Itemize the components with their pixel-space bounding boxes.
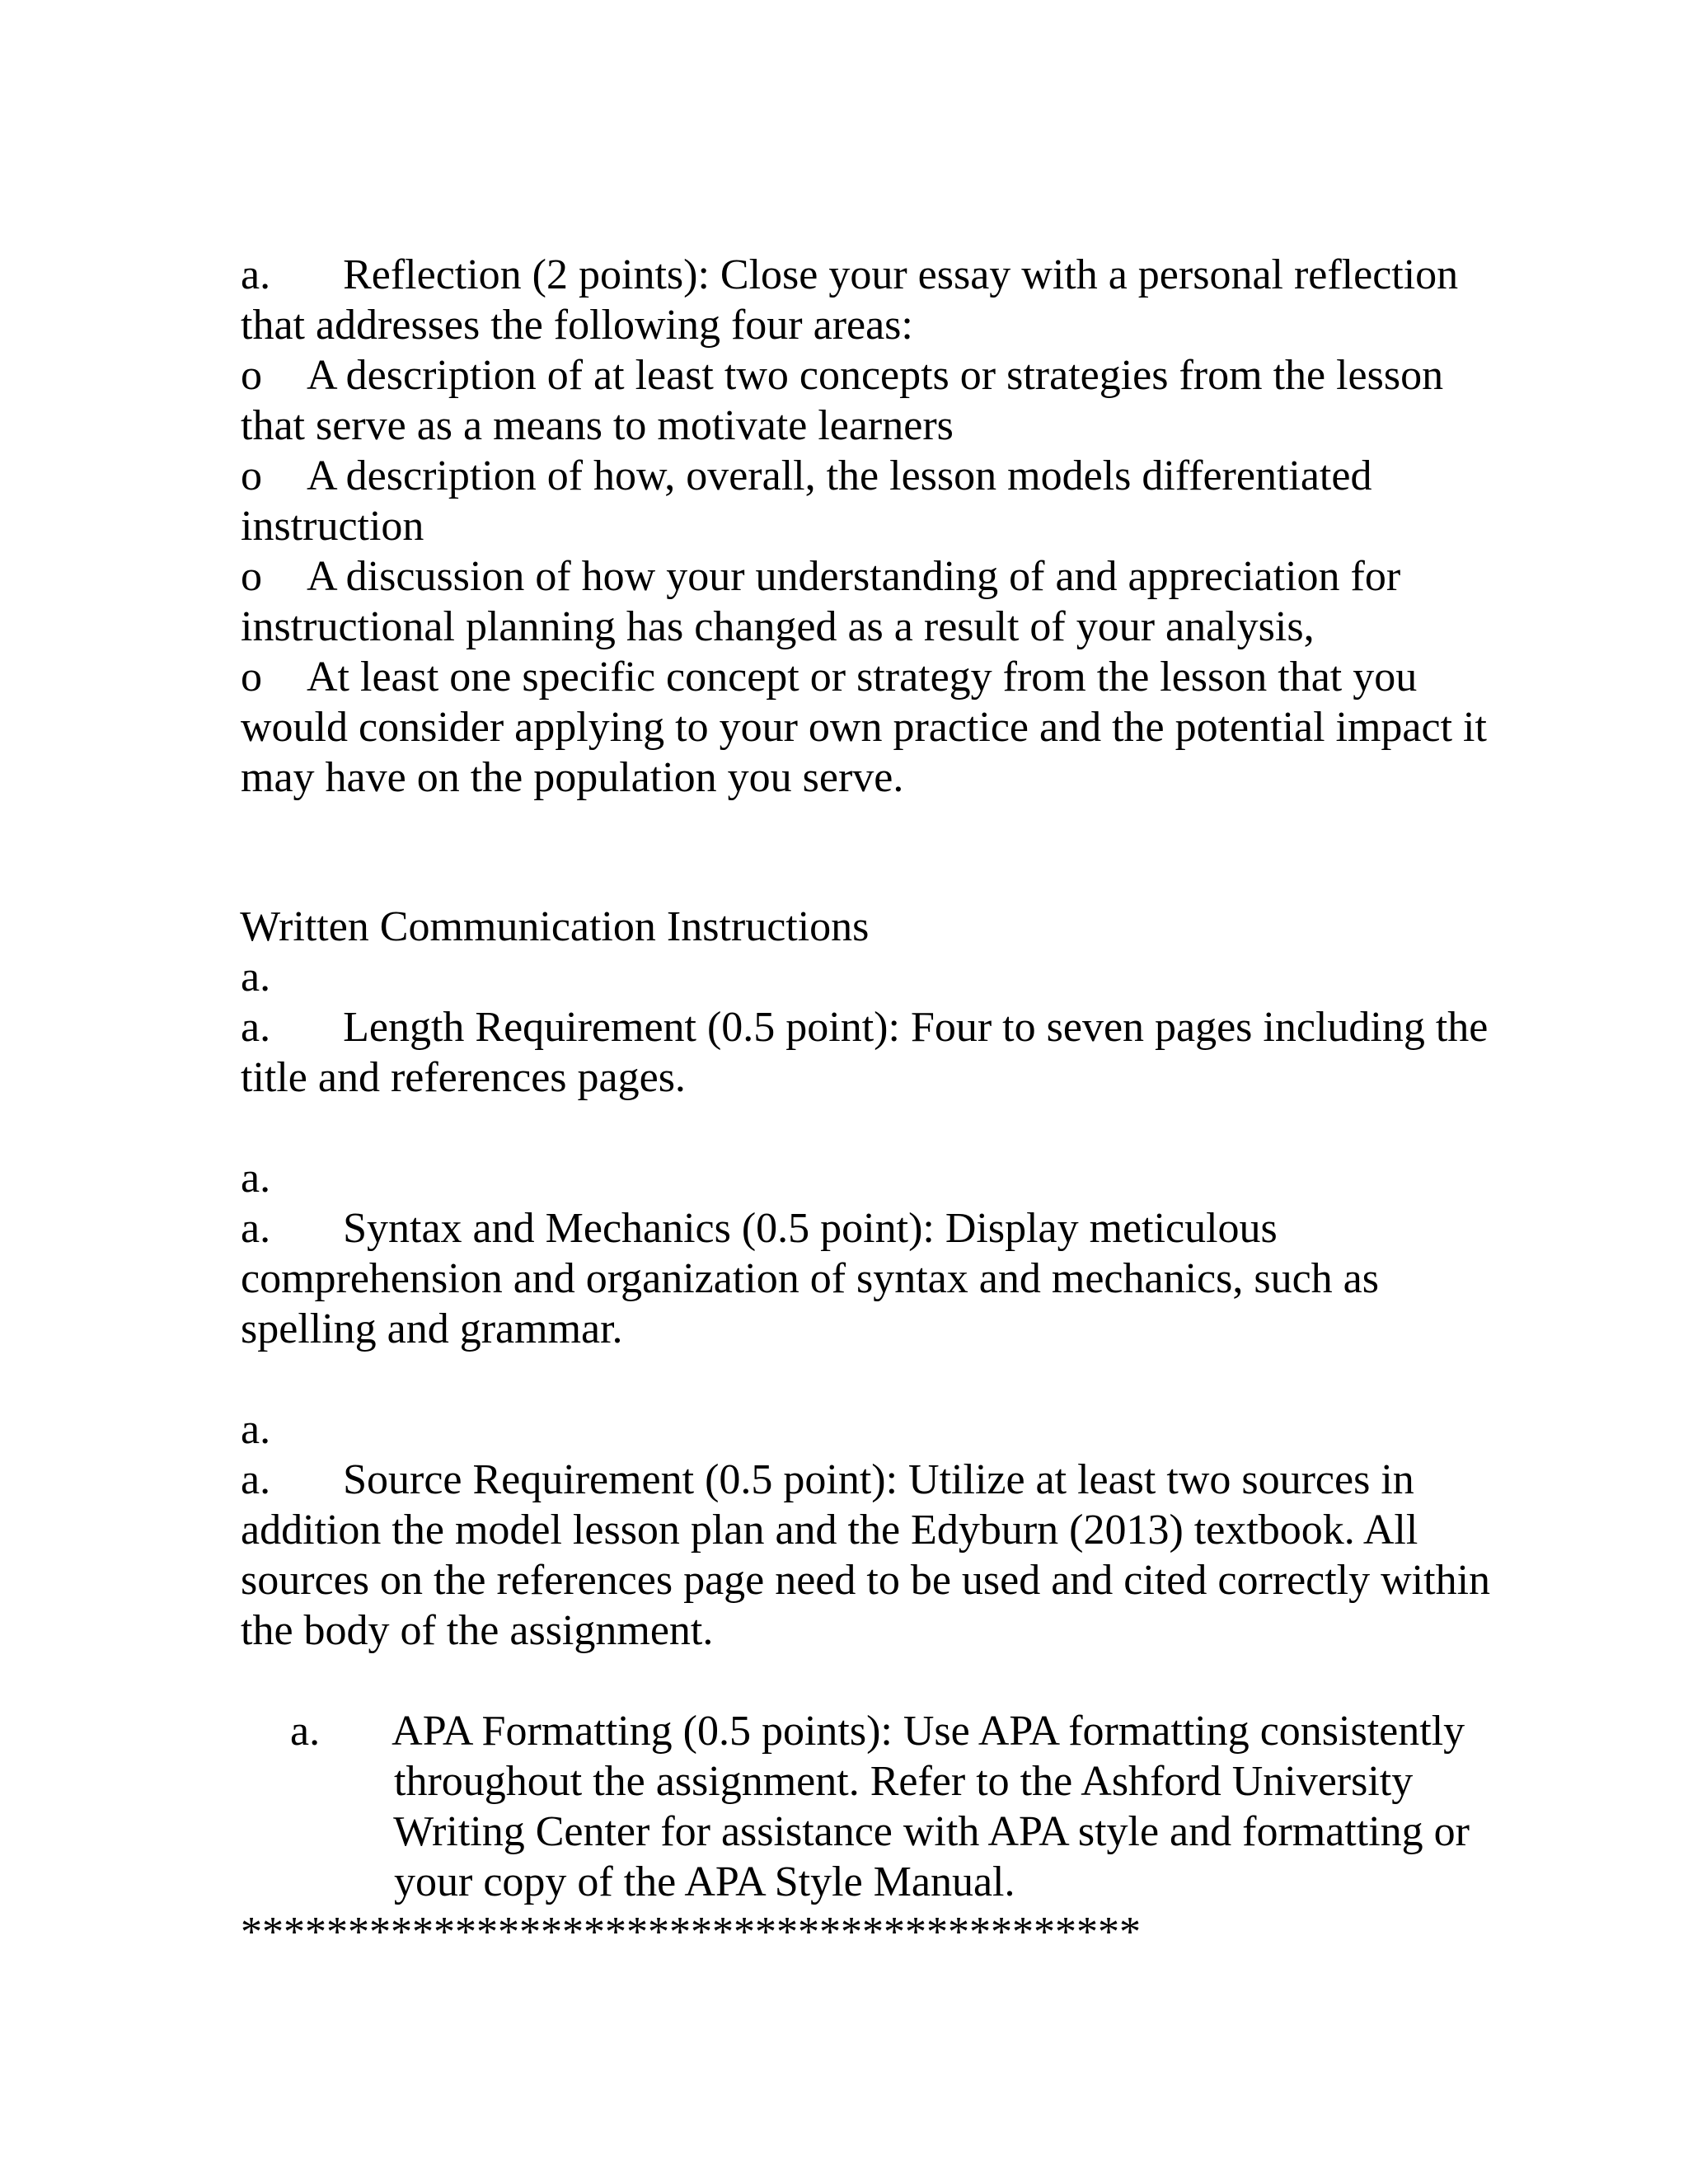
length-requirement-text: Length Requirement (0.5 point): Four to seven pages including the: [343, 1004, 1489, 1051]
reflection-item-text: would consider applying to your own practice and the potential impact it: [241, 704, 1487, 751]
list-marker: a.: [241, 954, 271, 1001]
reflection-lead: Reflection (2 points): Close your essay with a personal reflection: [343, 251, 1459, 298]
reflection-item-text: At least one specific concept or strategy from the lesson that you: [307, 654, 1418, 701]
syntax-mechanics-text: Syntax and Mechanics (0.5 point): Display meticulous: [343, 1205, 1278, 1252]
length-requirement-line-2: [198, 1002, 686, 1153]
apa-formatting-text: your copy of the APA Style Manual.: [394, 1858, 1015, 1905]
list-marker: a.: [241, 1004, 271, 1051]
section-heading: Written Communication Instructions: [240, 903, 870, 950]
reflection-item-4-line-3: [198, 702, 903, 853]
source-requirement-text: addition the model lesson plan and the Edyburn (2013) textbook. All: [241, 1507, 1418, 1554]
separator-text: ******************************************: [241, 1909, 1141, 1956]
list-marker: a.: [241, 1456, 271, 1503]
reflection-item-text: A description of at least two concepts or strategies from the lesson: [307, 352, 1444, 399]
reflection-item-text: instruction: [241, 503, 424, 550]
length-requirement-text: title and references pages.: [241, 1054, 686, 1101]
reflection-item-text: instructional planning has changed as a result of your analysis,: [241, 603, 1315, 650]
reflection-item-text: may have on the population you serve.: [241, 754, 904, 801]
bullet-marker: o: [241, 654, 262, 701]
reflection-continuation: that addresses the following four areas:: [241, 302, 913, 349]
source-requirement-text: Source Requirement (0.5 point): Utilize at least two sources in: [343, 1456, 1414, 1503]
asterisk-separator: [198, 1857, 1141, 2008]
syntax-mechanics-text: spelling and grammar.: [241, 1305, 623, 1352]
list-marker: a.: [241, 1406, 271, 1453]
list-marker: a.: [241, 1155, 271, 1202]
reflection-item-text: A discussion of how your understanding of and appreciation for: [307, 553, 1401, 600]
source-requirement-text: sources on the references page need to be used and cited correctly within: [241, 1557, 1491, 1604]
bullet-marker: o: [241, 352, 262, 399]
source-requirement-text: the body of the assignment.: [241, 1607, 714, 1654]
apa-formatting-marker: [247, 1656, 320, 1807]
reflection-item-text: A description of how, overall, the lesson models differentiated: [307, 452, 1372, 499]
list-marker: a.: [241, 251, 271, 298]
apa-formatting-text: Writing Center for assistance with APA style and formatting or: [393, 1808, 1470, 1855]
apa-formatting-text: APA Formatting (0.5 points): Use APA formatting consistently: [392, 1708, 1465, 1755]
bullet-marker: o: [241, 452, 262, 499]
reflection-item-text: that serve as a means to motivate learners: [241, 402, 954, 449]
apa-formatting-text: throughout the assignment. Refer to the Ashford University: [394, 1758, 1414, 1805]
list-marker: a.: [290, 1708, 321, 1755]
bullet-marker: o: [241, 553, 262, 600]
syntax-mechanics-text: comprehension and organization of syntax and mechanics, such as: [241, 1255, 1379, 1302]
list-marker: a.: [241, 1205, 271, 1252]
